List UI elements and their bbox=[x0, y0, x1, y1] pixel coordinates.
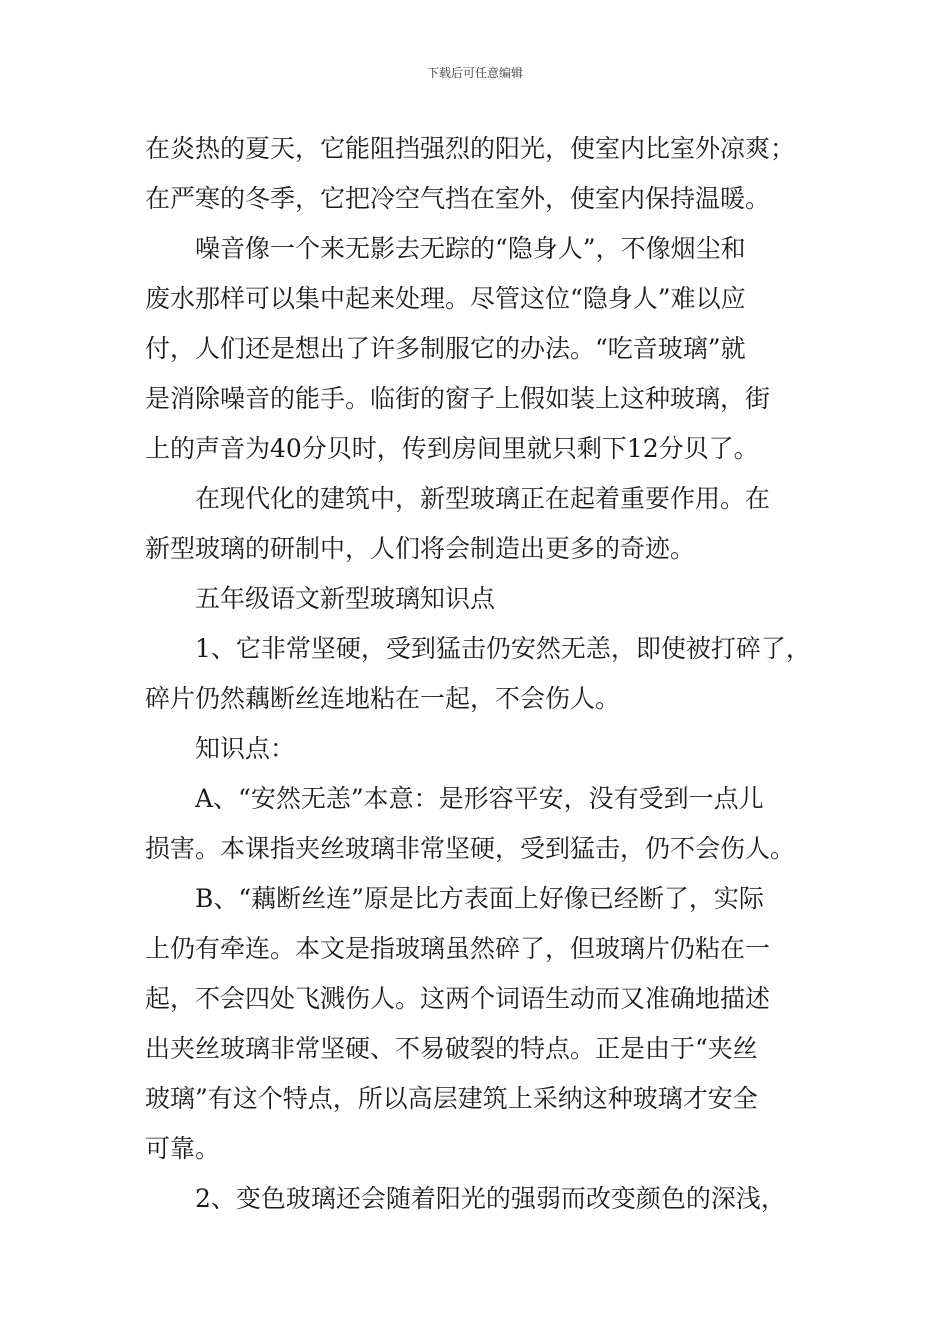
text-line-3: 噪音像一个来无影去无踪的“隐身人”，不像烟尘和 bbox=[195, 234, 746, 263]
text-line-12: 碎片仍然藕断丝连地粘在一起，不会伤人。 bbox=[145, 684, 621, 713]
text-line-13: 知识点： bbox=[195, 734, 296, 763]
text-line-14: A、“安然无恙”本意：是形容平安，没有受到一点儿 bbox=[195, 784, 764, 813]
text-line-16: B、“藕断丝连”原是比方表面上好像已经断了，实际 bbox=[195, 884, 764, 913]
text-line-20: 玻璃”有这个特点，所以高层建筑上采纳这种玻璃才安全 bbox=[145, 1084, 758, 1113]
section-heading: 五年级语文新型玻璃知识点 bbox=[195, 584, 496, 613]
text-line-9: 新型玻璃的研制中，人们将会制造出更多的奇迹。 bbox=[145, 534, 696, 563]
text-line-1: 在炎热的夏天，它能阻挡强烈的阳光，使室内比室外凉爽； bbox=[145, 134, 796, 163]
text-line-8: 在现代化的建筑中，新型玻璃正在起着重要作用。在 bbox=[195, 484, 771, 513]
text-line-4: 废水那样可以集中起来处理。尽管这位“隐身人”难以应 bbox=[145, 284, 746, 313]
text-line-15: 损害。本课指夹丝玻璃非常坚硬，受到猛击，仍不会伤人。 bbox=[145, 834, 796, 863]
text-line-7: 上的声音为40分贝时，传到房间里就只剩下12分贝了。 bbox=[145, 434, 759, 463]
text-line-18: 起，不会四处飞溅伤人。这两个词语生动而又准确地描述 bbox=[145, 984, 771, 1013]
text-line-21: 可靠。 bbox=[145, 1134, 221, 1163]
document-body bbox=[145, 124, 811, 1224]
text-line-2: 在严寒的冬季，它把冷空气挡在室外，使室内保持温暖。 bbox=[145, 184, 771, 213]
text-line-6: 是消除噪音的能手。临街的窗子上假如装上这种玻璃，街 bbox=[145, 384, 771, 413]
text-line-11: 1、它非常坚硬，受到猛击仍安然无恙，即使被打碎了， bbox=[195, 634, 811, 663]
page-header-note: 下载后可任意编辑 bbox=[426, 66, 523, 80]
text-line-5: 付，人们还是想出了许多制服它的办法。“吃音玻璃”就 bbox=[145, 334, 746, 363]
text-line-19: 出夹丝玻璃非常坚硬、不易破裂的特点。正是由于“夹丝 bbox=[145, 1034, 758, 1063]
text-line-17: 上仍有牵连。本文是指玻璃虽然碎了，但玻璃片仍粘在一 bbox=[145, 934, 771, 963]
text-line-22: 2、变色玻璃还会随着阳光的强弱而改变颜色的深浅， bbox=[195, 1184, 786, 1213]
